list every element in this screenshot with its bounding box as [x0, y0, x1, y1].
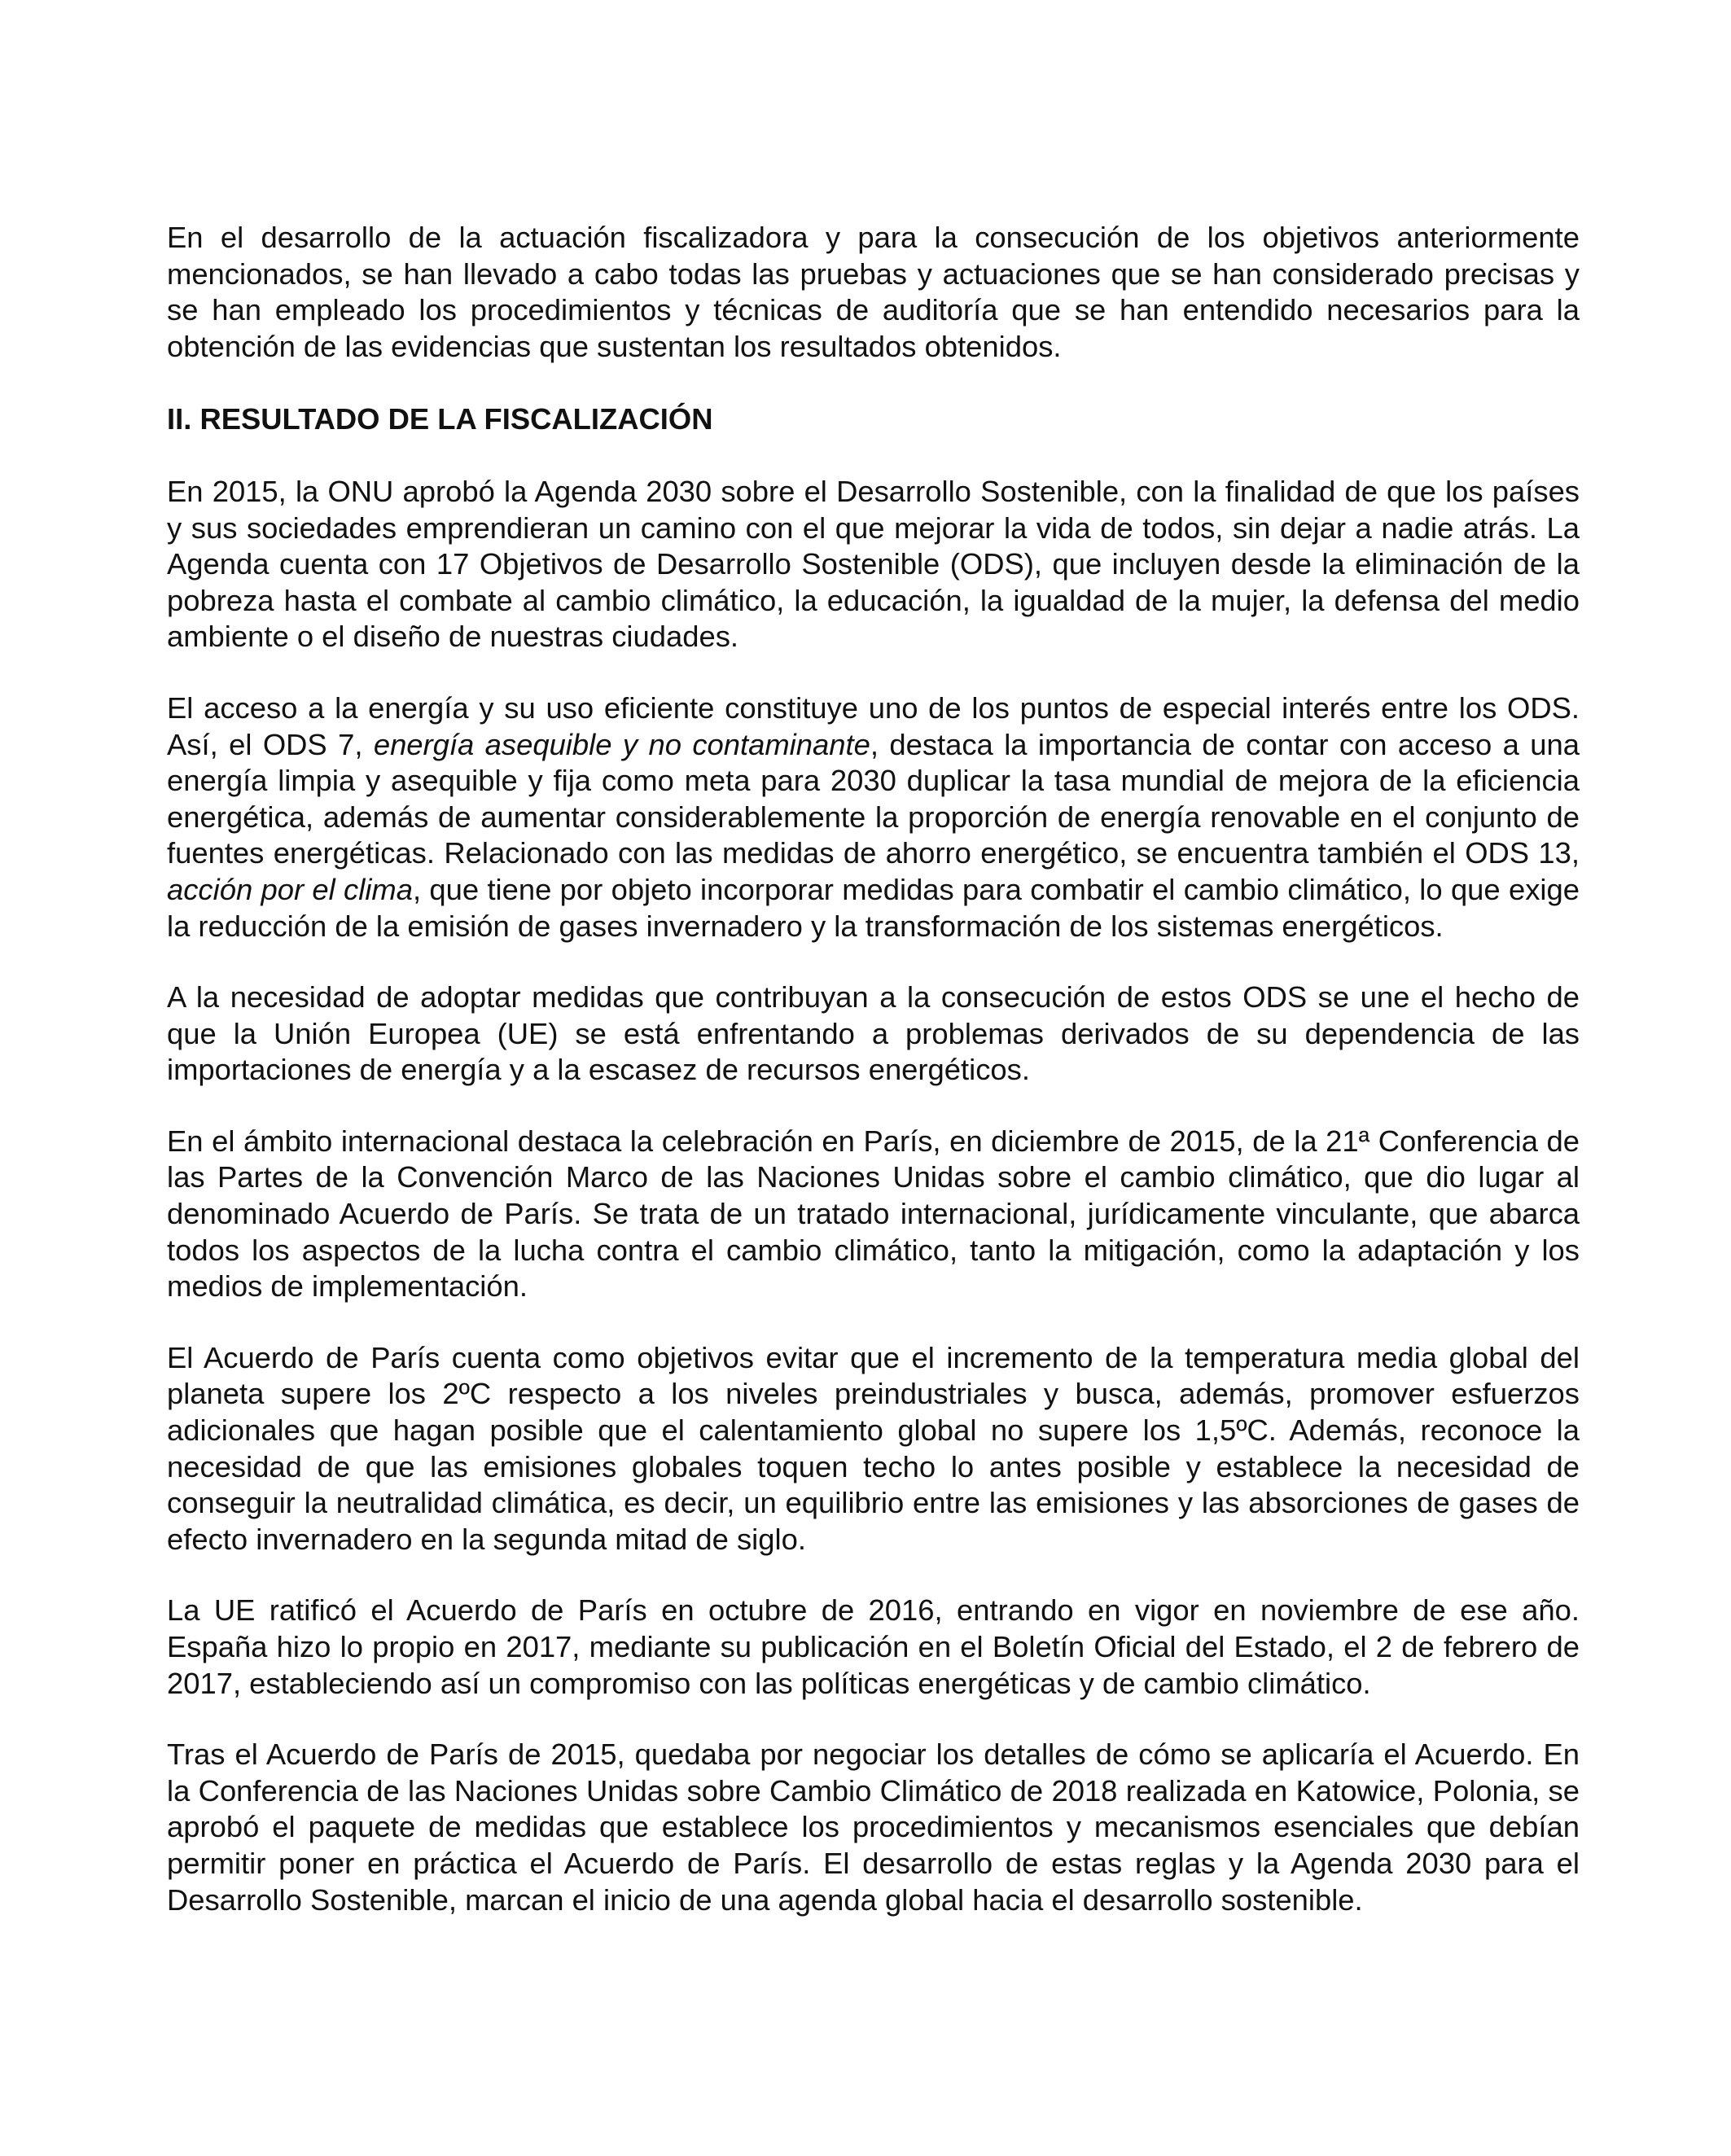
paragraph-energy-ods-text-2: , destaca la importancia de contar con acceso a una energía limpia y asequible y fija como meta para 2030 duplicar la tasa mundial de mejora de la eficiencia energética, además de aumentar considerablemente la proporción de energía renovable en el conjunto de fuentes energéticas. Relacionado con las medidas de ahorro energético, se encuentra también el ODS 13, [167, 727, 1580, 870]
paragraph-eu-dependency: A la necesidad de adoptar medidas que contribuyan a la consecución de estos ODS se une el hecho de que la Unión Europea (UE) se está enfrentando a problemas derivados de su dependencia de las importaciones de energía y a la escasez de recursos energéticos. [167, 980, 1580, 1087]
paragraph-energy-ods [167, 690, 1580, 944]
paragraph-agenda-2030: En 2015, la ONU aprobó la Agenda 2030 sobre el Desarrollo Sostenible, con la finalidad de que los países y sus sociedades emprendieran un camino con el que mejorar la vida de todos, sin dejar a nadie atrás. La Agenda cuenta con 17 Objetivos de Desarrollo Sostenible (ODS), que incluyen desde la eliminación de la pobreza hasta el combate al cambio climático, la educación, la igualdad de la mujer, la defensa del medio ambiente o el diseño de nuestras ciudades. [167, 474, 1580, 654]
paragraph-paris-conference: En el ámbito internacional destaca la celebración en París, en diciembre de 2015, de la 21ª Conferencia de las Partes de la Convención Marco de las Naciones Unidas sobre el cambio climático, que dio lugar al denominado Acuerdo de París. Se trata de un tratado internacional, jurídicamente vinculante, que abarca todos los aspectos de la lucha contra el cambio climático, tanto la mitigación, como la adaptación y los medios de implementación. [167, 1124, 1580, 1304]
paragraph-ratification: La UE ratificó el Acuerdo de París en octubre de 2016, entrando en vigor en noviembre de ese año. España hizo lo propio en 2017, mediante su publicación en el Boletín Oficial del Estado, el 2 de febrero de 2017, estableciendo así un compromiso con las políticas energéticas y de cambio climático. [167, 1593, 1580, 1700]
paragraph-energy-ods-text-3: , que tiene por objeto incorporar medidas para combatir el cambio climático, lo que exige la reducción de la emisión de gases invernadero y la transformación de los sistemas energéticos. [167, 872, 1580, 943]
ods7-title: energía asequible y no contaminante [373, 727, 870, 761]
paragraph-energy-ods-text-1: El acceso a la energía y su uso eficiente constituye uno de los puntos de especial interés entre los ODS. Así, el ODS 7, [167, 690, 1580, 761]
section-heading: II. RESULTADO DE LA FISCALIZACIÓN [167, 402, 713, 436]
paragraph-katowice: Tras el Acuerdo de París de 2015, quedaba por negociar los detalles de cómo se aplicaría el Acuerdo. En la Conferencia de las Naciones Unidas sobre Cambio Climático de 2018 realizada en Katowice, Polonia, se aprobó el paquete de medidas que establece los procedimientos y mecanismos esenciales que debían permitir poner en práctica el Acuerdo de París. El desarrollo de estas reglas y la Agenda 2030 para el Desarrollo Sostenible, marcan el inicio de una agenda global hacia el desarrollo sostenible. [167, 1738, 1580, 1917]
ods13-title: acción por el clima [167, 872, 413, 906]
paragraph-paris-objectives: El Acuerdo de París cuenta como objetivos evitar que el incremento de la temperatura media global del planeta supere los 2ºC respecto a los niveles preindustriales y busca, además, promover esfuerzos adicionales que hagan posible que el calentamiento global no supere los 1,5ºC. Además, reconoce la necesidad de que las emisiones globales toquen techo lo antes posible y establece la necesidad de conseguir la neutralidad climática, es decir, un equilibrio entre las emisiones y las absorciones de gases de efecto invernadero en la segunda mitad de siglo. [167, 1340, 1580, 1556]
document-page [167, 220, 1580, 1953]
intro-paragraph: En el desarrollo de la actuación fiscalizadora y para la consecución de los objetivos anteriormente mencionados, se han llevado a cabo todas las pruebas y actuaciones que se han considerado precisas y se han empleado los procedimientos y técnicas de auditoría que se han entendido necesarios para la obtención de las evidencias que sustentan los resultados obtenidos. [167, 221, 1580, 363]
